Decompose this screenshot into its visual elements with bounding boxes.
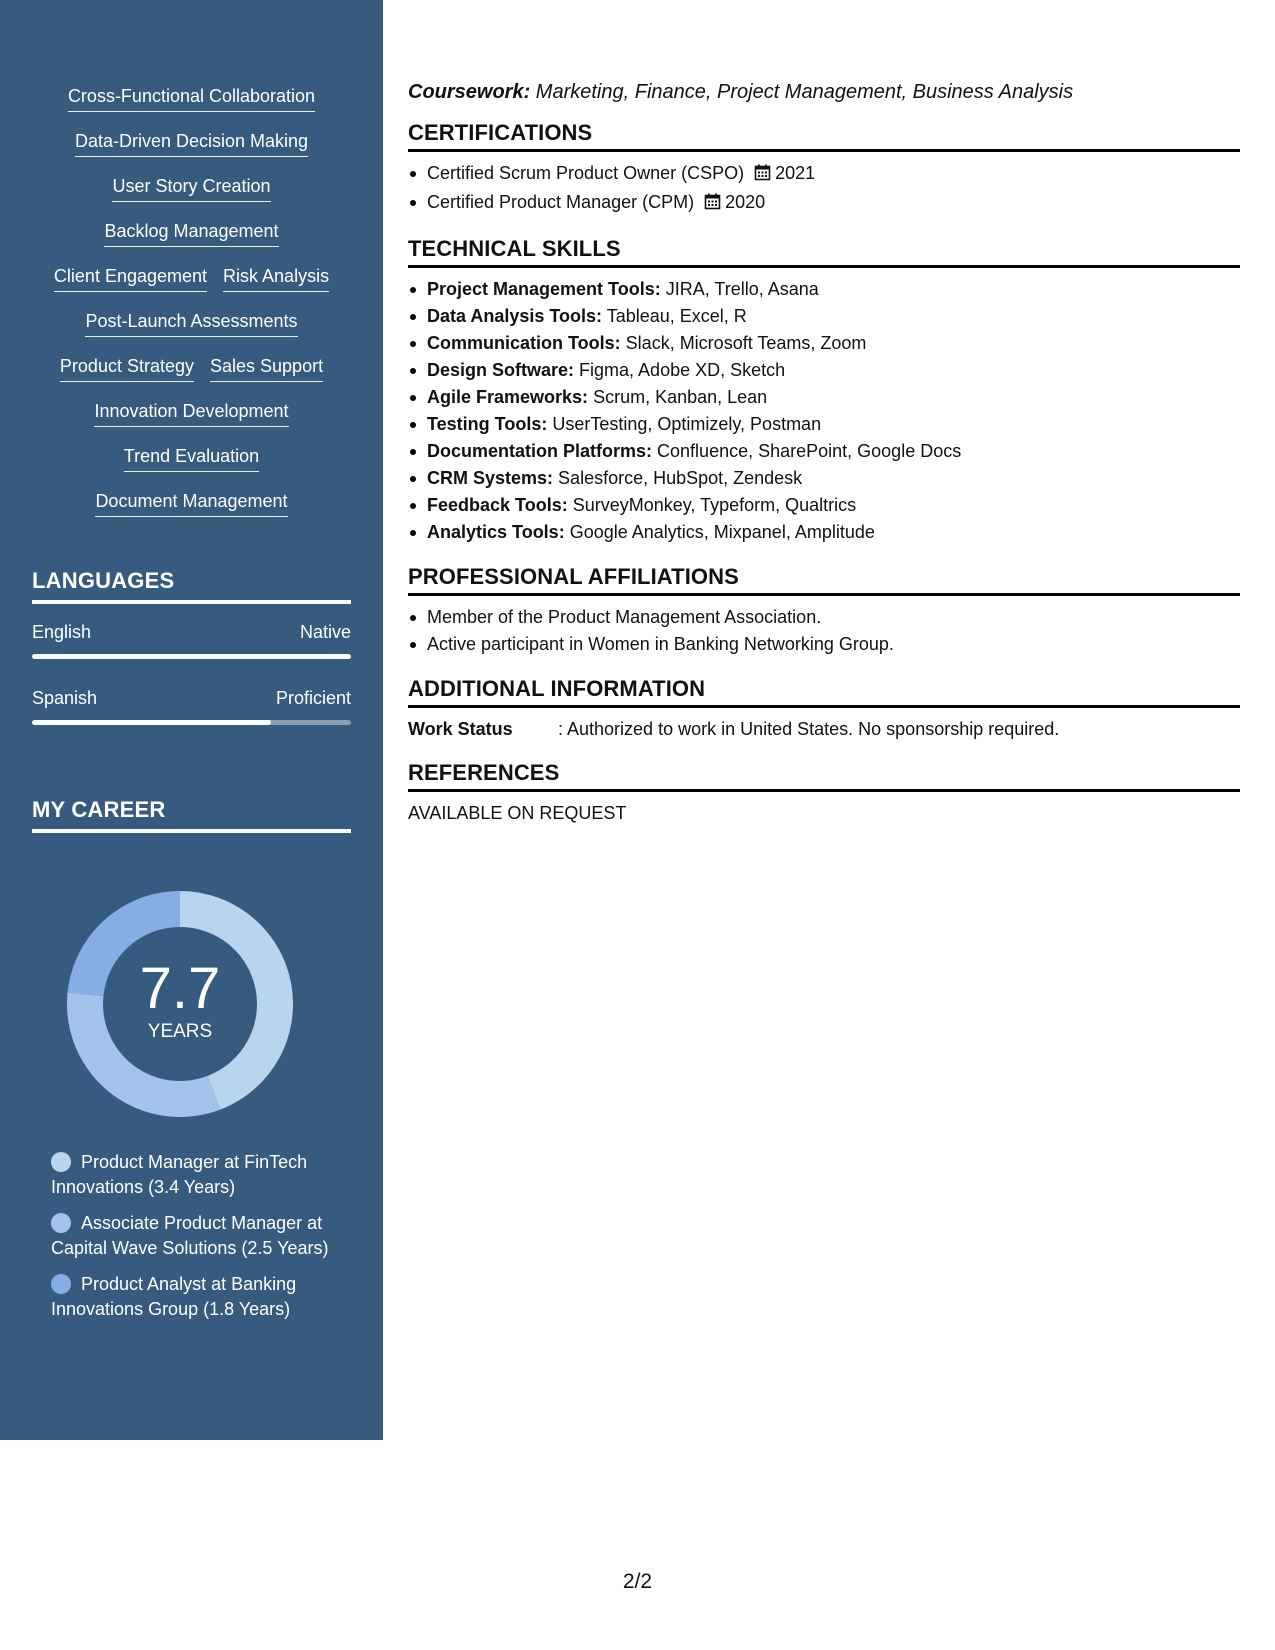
career-item <box>51 1272 341 1321</box>
technical-skills-heading: TECHNICAL SKILLS <box>408 236 1240 268</box>
skill-row <box>0 399 383 444</box>
technical-skill-label: Agile Frameworks: <box>427 387 589 407</box>
references-text: AVAILABLE ON REQUEST <box>408 803 627 823</box>
coursework-label: Coursework: <box>408 81 531 103</box>
coursework-line <box>408 78 1240 106</box>
language-0 <box>32 622 351 659</box>
technical-skill-value: Google Analytics, Mixpanel, Amplitude <box>564 522 875 542</box>
circle-dot-icon <box>51 1274 71 1294</box>
skill-tag: Data-Driven Decision Making <box>75 129 308 157</box>
technical-skill-value: Confluence, SharePoint, Google Docs <box>652 441 962 461</box>
technical-skill-item <box>408 411 1240 438</box>
language-row <box>32 688 351 709</box>
technical-skill-label: Documentation Platforms: <box>427 441 653 461</box>
skill-tag: Cross-Functional Collaboration <box>68 84 315 112</box>
language-proficiency-bar <box>32 720 351 725</box>
skill-row <box>0 444 383 489</box>
donut-center <box>64 888 296 1120</box>
technical-skill-value: UserTesting, Optimizely, Postman <box>547 414 822 434</box>
skill-row <box>0 489 383 534</box>
technical-skill-value: SurveyMonkey, Typeform, Qualtrics <box>567 495 857 515</box>
skill-row <box>0 354 383 399</box>
career-item-text: Associate Product Manager at Capital Wave Solutions (2.5 Years) <box>51 1213 329 1258</box>
technical-skill-label: Testing Tools: <box>427 414 548 434</box>
technical-skill-label: Analytics Tools: <box>427 522 565 542</box>
language-proficiency-bar <box>32 654 351 659</box>
skill-tag: Client Engagement <box>54 264 207 292</box>
technical-skill-value: Salesforce, HubSpot, Zendesk <box>553 468 803 488</box>
technical-skill-item <box>408 519 1240 546</box>
language-1 <box>32 688 351 725</box>
career-item-text: Product Manager at FinTech Innovations (3.4 Years) <box>51 1152 308 1197</box>
skill-row <box>0 219 383 264</box>
skills-list <box>0 84 383 534</box>
skill-tag: Backlog Management <box>104 219 278 247</box>
certification-year-value: 2021 <box>775 163 816 183</box>
career-legend <box>51 1150 341 1333</box>
career-item <box>51 1211 341 1260</box>
technical-skill-label: Data Analysis Tools: <box>427 306 603 326</box>
affiliation-item: Active participant in Women in Banking Networking Group. <box>408 631 1240 658</box>
work-status-value: : Authorized to work in United States. No sponsorship required. <box>558 719 1060 739</box>
language-row <box>32 622 351 643</box>
certification-year <box>704 192 765 212</box>
language-name: English <box>32 622 92 642</box>
certification-name: Certified Scrum Product Owner (CSPO) <box>427 163 745 183</box>
technical-skill-label: Design Software: <box>427 360 575 380</box>
affiliations-list <box>408 604 1240 658</box>
language-proficiency-fill <box>32 720 271 725</box>
certification-item <box>408 189 1240 218</box>
career-heading: MY CAREER <box>32 797 351 833</box>
certification-name: Certified Product Manager (CPM) <box>427 192 695 212</box>
languages-heading: LANGUAGES <box>32 568 351 604</box>
language-name: Spanish <box>32 688 98 708</box>
skill-tag: Product Strategy <box>60 354 194 382</box>
technical-skill-label: Project Management Tools: <box>427 279 661 299</box>
skill-row <box>0 129 383 174</box>
coursework-text: Marketing, Finance, Project Management, Business Analysis <box>530 81 1074 103</box>
certifications-list <box>408 160 1240 218</box>
skill-tag: Sales Support <box>210 354 323 382</box>
certification-year-value: 2020 <box>725 192 766 212</box>
calendar-icon <box>754 162 771 189</box>
skill-tag: User Story Creation <box>112 174 270 202</box>
technical-skills-list <box>408 276 1240 546</box>
language-level: Proficient <box>275 688 351 708</box>
additional-info-heading: ADDITIONAL INFORMATION <box>408 676 1240 708</box>
skill-row <box>0 264 383 309</box>
technical-skill-item <box>408 438 1240 465</box>
skill-tag: Risk Analysis <box>223 264 329 292</box>
technical-skill-item <box>408 330 1240 357</box>
career-years-label: YEARS <box>147 1021 213 1042</box>
career-donut-chart <box>64 888 296 1120</box>
affiliation-item: Member of the Product Management Association. <box>408 604 1240 631</box>
skill-row <box>0 174 383 219</box>
circle-dot-icon <box>51 1213 71 1233</box>
technical-skill-item <box>408 492 1240 519</box>
work-status-label: Work Status <box>408 719 513 739</box>
skill-row <box>0 309 383 354</box>
calendar-icon <box>704 191 721 218</box>
career-item-text: Product Analyst at Banking Innovations Group (1.8 Years) <box>51 1274 297 1319</box>
skill-tag: Trend Evaluation <box>124 444 259 472</box>
certification-item <box>408 160 1240 189</box>
certifications-heading: CERTIFICATIONS <box>408 120 1240 152</box>
career-item <box>51 1150 341 1199</box>
technical-skill-value: Slack, Microsoft Teams, Zoom <box>620 333 867 353</box>
technical-skill-value: JIRA, Trello, Asana <box>660 279 819 299</box>
affiliations-heading: PROFESSIONAL AFFILIATIONS <box>408 564 1240 596</box>
technical-skill-item <box>408 384 1240 411</box>
work-status-row <box>408 716 1240 742</box>
language-proficiency-fill <box>32 654 351 659</box>
technical-skill-item <box>408 465 1240 492</box>
certification-year <box>754 163 815 183</box>
technical-skill-value: Tableau, Excel, R <box>602 306 747 326</box>
career-total-years: 7.7 <box>139 956 221 1021</box>
references-heading: REFERENCES <box>408 760 1240 792</box>
main-content <box>408 78 1240 826</box>
technical-skill-item <box>408 303 1240 330</box>
skill-tag: Document Management <box>95 489 287 517</box>
language-level: Native <box>299 622 351 642</box>
skill-tag: Post-Launch Assessments <box>85 309 297 337</box>
sidebar <box>0 0 383 1440</box>
page-number: 2/2 <box>622 1570 653 1593</box>
technical-skill-value: Scrum, Kanban, Lean <box>588 387 768 407</box>
technical-skill-label: Communication Tools: <box>427 333 621 353</box>
skill-row <box>0 84 383 129</box>
technical-skill-label: CRM Systems: <box>427 468 554 488</box>
technical-skill-value: Figma, Adobe XD, Sketch <box>574 360 786 380</box>
technical-skill-label: Feedback Tools: <box>427 495 568 515</box>
technical-skill-item <box>408 357 1240 384</box>
technical-skill-item <box>408 276 1240 303</box>
skill-tag: Innovation Development <box>94 399 288 427</box>
circle-dot-icon <box>51 1152 71 1172</box>
